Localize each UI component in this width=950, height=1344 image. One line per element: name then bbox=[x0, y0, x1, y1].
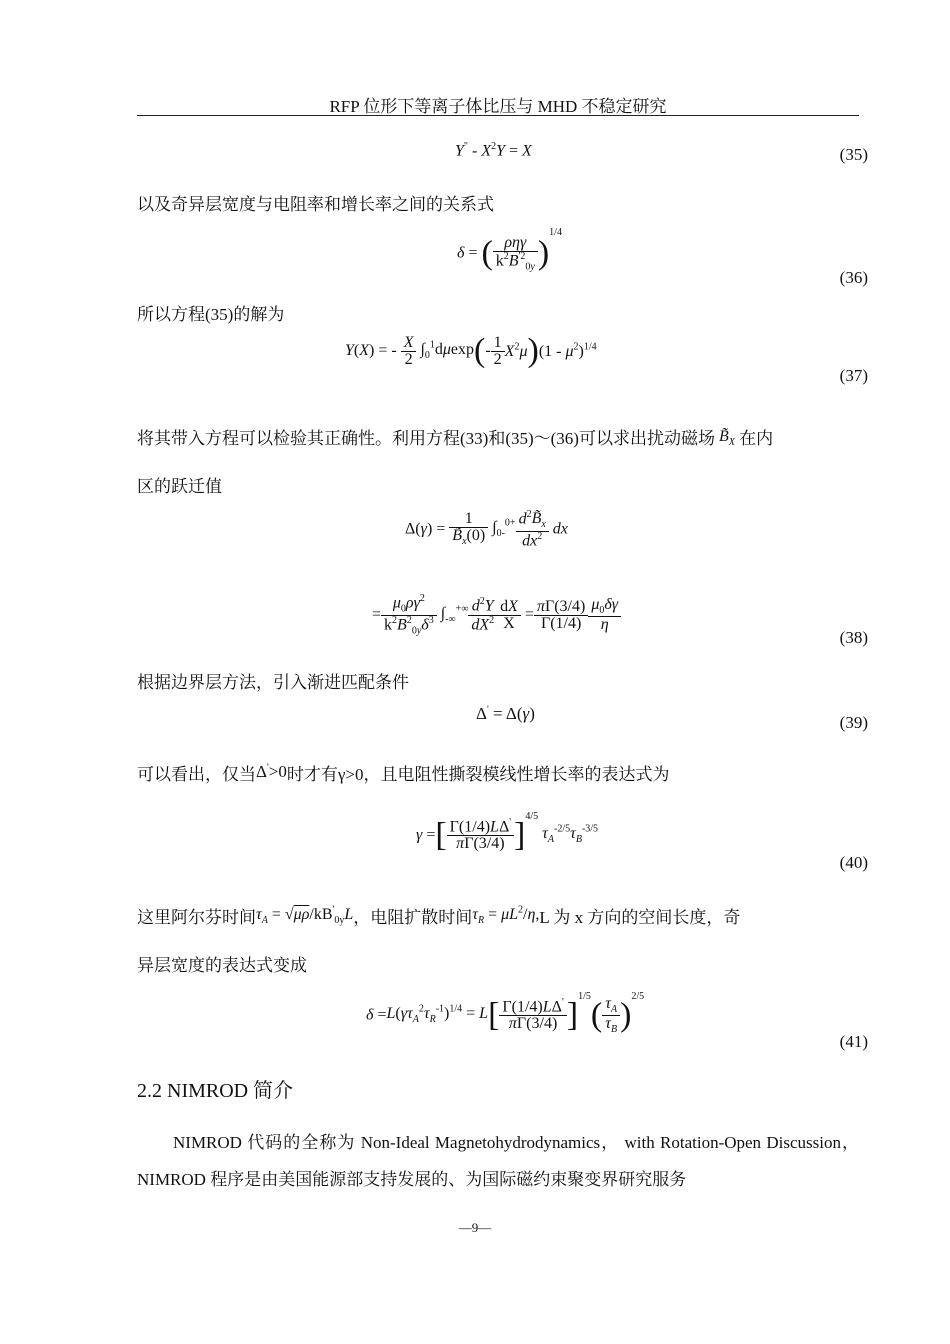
text-line-part: L 为 x 方向的空间长度，奇 bbox=[539, 908, 741, 927]
equation-number-38: (38) bbox=[839, 628, 868, 647]
text-line: 根据边界层方法，引入渐进匹配条件 bbox=[137, 673, 409, 692]
text-line: 异层宽度的表达式变成 bbox=[137, 956, 307, 975]
text-line: 以及奇异层宽度与电阻率和增长率之间的关系式 bbox=[137, 195, 494, 214]
text-line-part: 这里阿尔芬时间 bbox=[137, 908, 256, 927]
equation-36: δ = ( $\frac{\text{ρηγ}}{k^2B^{'2}_{0y}}$ )$^{1/4}$ bbox=[457, 227, 562, 273]
equation-41: $\delta =L(\gamma\tau_A^2\tau_R^{-1})^{1/4} = L$[ $\frac{\Gamma(1/4)L\Delta'}{\pi\Gamma(3/4)}$ ]$^{1/5}$( $\frac{\tau_A}{\tau_B}$ )$^{2/5}$ bbox=[366, 991, 645, 1036]
header-rule bbox=[137, 115, 859, 116]
equation-40: γ =[ $\frac{\Gamma(1/4)L\Delta'}{\pi\Gamma(3/4)}$ ]$^{4/5}$ $\tau_A^{-2/5}\tau_B^{-3/5}$ bbox=[416, 811, 599, 854]
equation-number-40: (40) bbox=[839, 853, 868, 872]
section-heading: 2.2 NIMROD 简介 bbox=[137, 1080, 294, 1102]
page-number: —9— bbox=[458, 1220, 492, 1235]
page-header: RFP 位形下等离子体比压与 MHD 不稳定研究 bbox=[329, 97, 667, 116]
equation-number-35: (35) bbox=[839, 145, 868, 164]
equation-38-line2: = $\frac{\mu_0\rho\gamma^2}{k^2B^2_{0y}\delta^3}$ $\int_{-\infty}^{+\infty}$ $\frac{d^2Y}{dX^2}$ $\frac{dX}{X}$ = $\frac{\pi\Gamma(3/4)}{\Gamma(1/4)}$ $\frac{\mu_0\delta\gamma}{\eta}$ bbox=[372, 594, 621, 636]
equation-39: Δ' = Δ(γ) bbox=[476, 704, 535, 723]
text-line-part: 在内 bbox=[739, 429, 774, 448]
text-line-part: 将其带入方程可以检验其正确性。利用方程(33)和(35)～(36)可以求出扰动磁场 bbox=[137, 429, 715, 448]
text-line-part: 时才有γ>0，且电阻性撕裂模线性增长率的表达式为 bbox=[286, 765, 670, 784]
equation-number-36: (36) bbox=[839, 268, 868, 287]
text-line-part: ，电阻扩散时间 bbox=[353, 908, 473, 927]
equation-number-39: (39) bbox=[839, 713, 868, 732]
text-line: 将其带入方程可以检验其正确性。利用方程(33)和(35)～(36)可以求出扰动磁场 $B̃_X$ 在内 bbox=[137, 428, 774, 449]
equation-38-line1: Δ(γ) = $\frac{1}{B̃_x(0)}$ $\int_{0-}^{0+}$ $\frac{d^2B̃_x}{dx^2}$ dx bbox=[405, 509, 568, 549]
equation-35: $Y^" - X^2Y = X$ bbox=[455, 141, 532, 160]
text-line: 区的跃迁值 bbox=[137, 477, 222, 496]
equation-37: Y(X) = - $\frac{X}{2}$ $\int_0^1d\mu\exp(-$ $\frac{1}{2}$ $X^2\mu)(1 - \mu^2)^{1/4}$ bbox=[345, 332, 597, 369]
text-line: 可以看出，仅当Δ'>0时才有γ>0，且电阻性撕裂模线性增长率的表达式为 bbox=[137, 762, 670, 784]
equation-number-41: (41) bbox=[839, 1032, 868, 1051]
text-line: 所以方程(35)的解为 bbox=[137, 305, 285, 324]
body-paragraph: NIMROD 代码的全称为 Non-Ideal Magnetohydrodynamics， with Rotation-Open Discussion，NIMROD 程序是由美国能源部支持发展的、为国际磁约束聚变界研究服务 bbox=[137, 1133, 859, 1189]
text-line: 这里阿尔芬时间$\tau_A = √\mu\rho/kB'_{0y}L$，电阻扩散时间$\tau_R = \mu L^2/\eta,L$ 为 x 方向的空间长度，奇 bbox=[137, 904, 741, 927]
text-line-part: 可以看出，仅当 bbox=[137, 765, 256, 784]
equation-number-37: (37) bbox=[839, 366, 868, 385]
